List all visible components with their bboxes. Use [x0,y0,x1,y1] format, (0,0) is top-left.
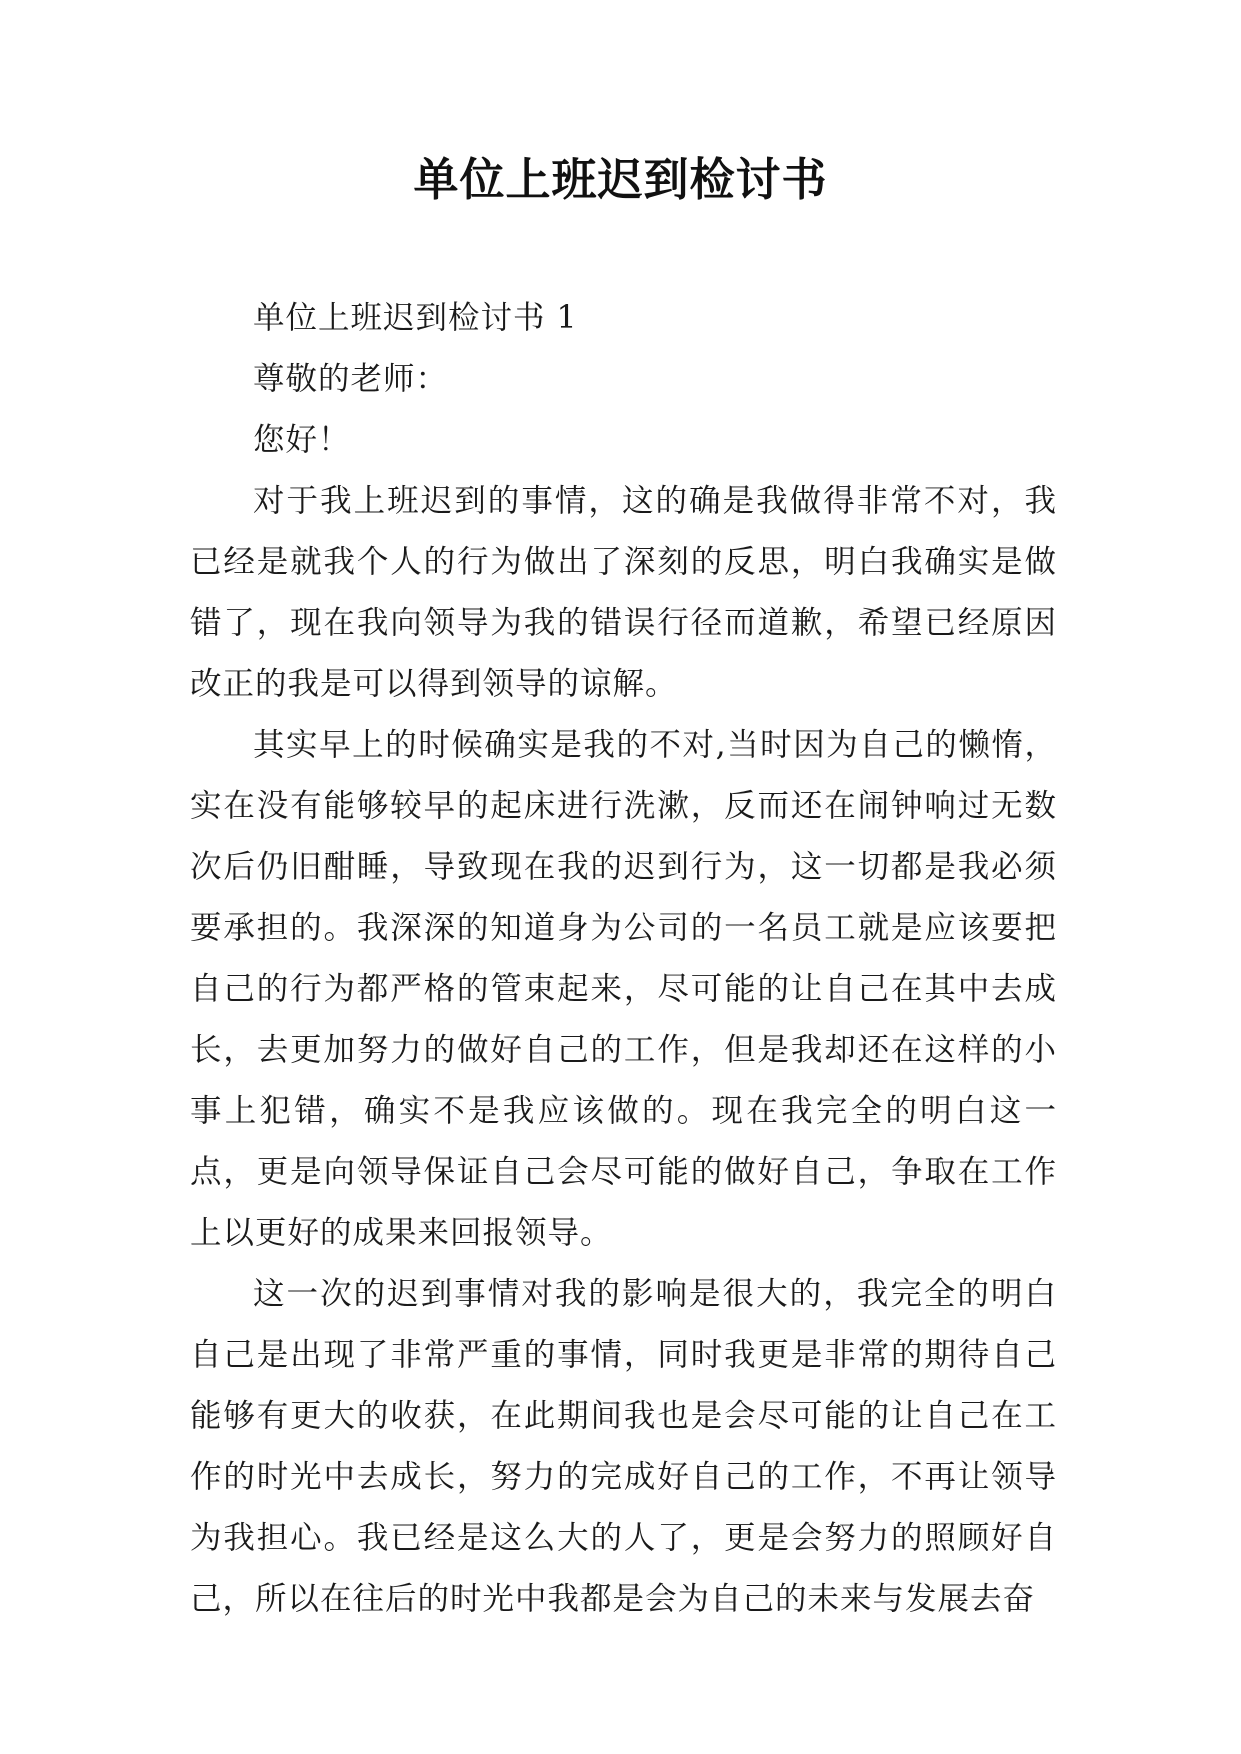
document-title: 单位上班迟到检讨书 [413,153,828,206]
document-body [190,288,1057,1630]
paragraph: 其实早上的时候确实是我的不对,当时因为自己的懒惰，实在没有能够较早的起床进行洗漱，反而还在闹钟响过无数次后仍旧酣睡，导致现在我的迟到行为，这一切都是我必须要承担的。我深深的知道身为公司的一名员工就是应该要把自己的行为都严格的管束起来，尽可能的让自己在其中去成长，去更加努力的做好自己的工作，但是我却还在这样的小事上犯错，确实不是我应该做的。现在我完全的明白这一点，更是向领导保证自己会尽可能的做好自己，争取在工作上以更好的成果来回报领导。 [190,727,1057,1251]
document-subtitle: 单位上班迟到检讨书 1 [253,300,578,336]
salutation: 尊敬的老师： [253,361,449,397]
greeting: 您好！ [253,422,351,458]
paragraph: 对于我上班迟到的事情，这的确是我做得非常不对，我已经是就我个人的行为做出了深刻的反思，明白我确实是做错了，现在我向领导为我的错误行径而道歉，希望已经原因改正的我是可以得到领导的谅解。 [190,483,1057,702]
paragraph: 这一次的迟到事情对我的影响是很大的，我完全的明白自己是出现了非常严重的事情，同时我更是非常的期待自己能够有更大的收获，在此期间我也是会尽可能的让自己在工作的时光中去成长，努力的完成好自己的工作，不再让领导为我担心。我已经是这么大的人了，更是会努力的照顾好自己，所以在往后的时光中我都是会为自己的未来与发展去奋 [190,1276,1057,1617]
